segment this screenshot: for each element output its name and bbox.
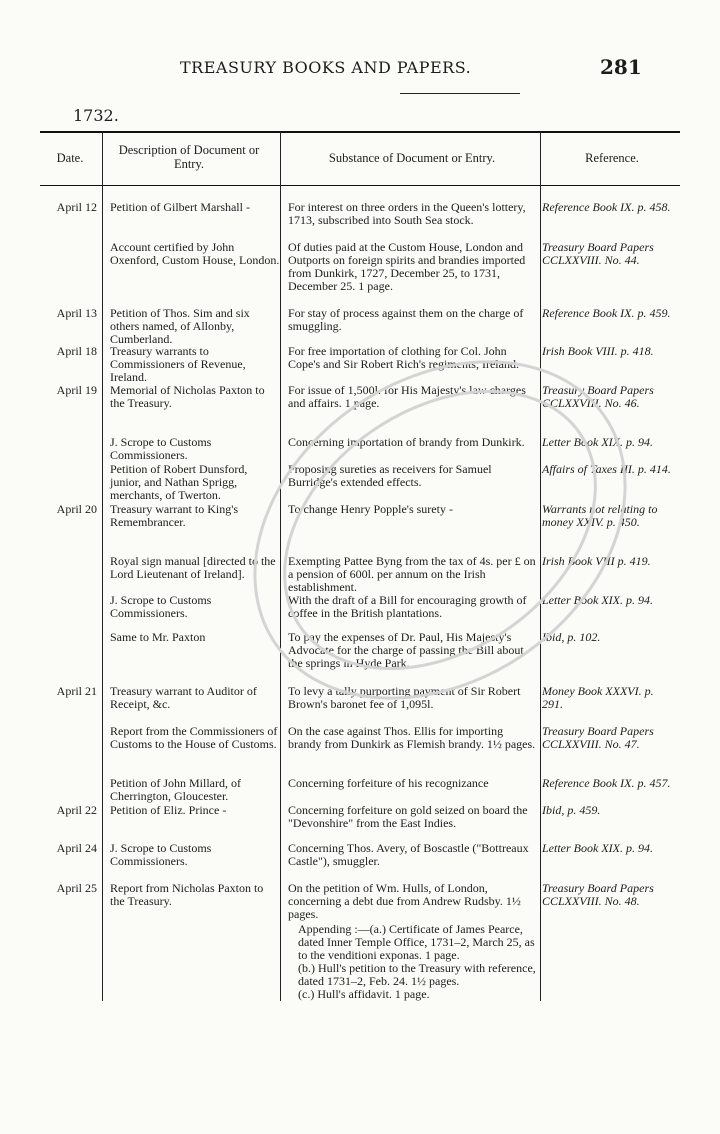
column-header-description: Description of Document or Entry. <box>118 143 260 171</box>
year-heading: 1732. <box>73 106 119 125</box>
appending-line-a: Appending :—(a.) Certificate of James Pearce, dated Inner Temple Office, 1731–2, March 25, as to the venditioni exponas. 1 page. <box>298 922 535 962</box>
entry-substance: Exempting Pattee Byng from the tax of 4s. per £ on a pension of 600l. per annum on the Irish establishment. <box>288 554 536 594</box>
ledger-table <box>40 131 680 1031</box>
entry-reference: Treasury Board Papers CCLXXVIII. No. 46. <box>542 383 654 410</box>
entry-substance: Concerning Thos. Avery, of Boscastle ("Bottreaux Castle"), smuggler. <box>288 841 529 868</box>
entry-substance: To levy a tally purporting payment of Sir Robert Brown's baronet fee of 1,095l. <box>288 684 521 711</box>
running-title: TREASURY BOOKS AND PAPERS. <box>180 58 472 77</box>
entry-date: April 13 <box>56 306 97 320</box>
entry-date: April 20 <box>56 502 97 516</box>
entry-substance: For stay of process against them on the charge of smuggling. <box>288 306 524 333</box>
entry-description: Royal sign manual [directed to the Lord Lieutenant of Ireland]. <box>110 554 276 581</box>
appending-notes <box>298 923 542 1001</box>
column-header-reference: Reference. <box>585 151 639 165</box>
entry-description: Treasury warrants to Commissioners of Revenue, Ireland. <box>110 344 246 384</box>
entry-reference: Reference Book IX. p. 457. <box>542 776 671 790</box>
entry-description: Petition of Robert Dunsford, junior, and Nathan Sprigg, merchants, of Twerton. <box>110 462 248 502</box>
entry-reference: Letter Book XIX. p. 94. <box>542 593 653 607</box>
entry-date: April 24 <box>56 841 97 855</box>
entry-description: Account certified by John Oxenford, Custom House, London. <box>110 240 280 267</box>
entry-substance: To pay the expenses of Dr. Paul, His Majesty's Advocate for the charge of passing the Bill about the springs in Hyde Park. <box>288 630 524 670</box>
entry-substance: Proposing sureties as receivers for Samuel Burridge's extended effects. <box>288 462 492 489</box>
appending-line-c: (c.) Hull's affidavit. 1 page. <box>298 987 430 1001</box>
appending-line-b: (b.) Hull's petition to the Treasury with reference, dated 1731–2, Feb. 24. 1½ pages. <box>298 961 536 988</box>
column-divider <box>102 131 103 1001</box>
entry-reference: Treasury Board Papers CCLXXVIII. No. 47. <box>542 724 654 751</box>
entry-reference: Reference Book IX. p. 458. <box>542 200 671 214</box>
entry-date: April 25 <box>56 881 97 895</box>
entry-reference: Treasury Board Papers CCLXXVIII. No. 44. <box>542 240 654 267</box>
entry-date: April 18 <box>56 344 97 358</box>
entry-reference: Irish Book VIII. p. 418. <box>542 344 654 358</box>
entry-substance: For interest on three orders in the Queen's lottery, 1713, subscribed into South Sea stock. <box>288 200 526 227</box>
entry-substance: On the case against Thos. Ellis for importing brandy from Dunkirk as Flemish brandy. 1½ pages. <box>288 724 536 751</box>
column-divider <box>540 131 541 1001</box>
head-rule <box>400 93 520 94</box>
table-top-rule <box>40 131 680 133</box>
entry-description: Petition of Eliz. Prince - <box>110 803 227 817</box>
entry-description: Memorial of Nicholas Paxton to the Treasury. <box>110 383 265 410</box>
entry-reference: Treasury Board Papers CCLXXVIII. No. 48. <box>542 881 654 908</box>
entry-reference: Affairs of Taxes III. p. 414. <box>542 462 671 476</box>
entry-substance: For issue of 1,500l. for His Majesty's law charges and affairs. 1 page. <box>288 383 526 410</box>
entry-reference: Warrants not relating to money XXIV. p. 450. <box>542 502 658 529</box>
entry-date: April 21 <box>56 684 97 698</box>
entry-date: April 22 <box>56 803 97 817</box>
column-divider <box>280 131 281 1001</box>
entry-description: J. Scrope to Customs Commissioners. <box>110 593 212 620</box>
entry-date: April 19 <box>56 383 97 397</box>
entry-reference: Reference Book IX. p. 459. <box>542 306 671 320</box>
entry-substance: Concerning forfeiture on gold seized on board the "Devonshire" from the East Indies. <box>288 803 528 830</box>
entry-description: Petition of John Millard, of Cherrington, Gloucester. <box>110 776 241 803</box>
entry-description: Report from Nicholas Paxton to the Treasury. <box>110 881 264 908</box>
entry-reference: Ibid, p. 459. <box>542 803 601 817</box>
entry-description: Petition of Thos. Sim and six others named, of Allonby, Cumberland. <box>110 306 250 346</box>
entry-reference: Ibid, p. 102. <box>542 630 601 644</box>
entry-substance: For free importation of clothing for Col. John Cope's and Sir Robert Rich's regiments, Ireland. <box>288 344 519 371</box>
entry-description: J. Scrope to Customs Commissioners. <box>110 435 212 462</box>
entry-substance: On the petition of Wm. Hulls, of London, concerning a debt due from Andrew Rudsby. 1½ pages. <box>288 881 521 921</box>
entry-description: Same to Mr. Paxton <box>110 630 206 644</box>
entry-reference: Money Book XXXVI. p. 291. <box>542 684 654 711</box>
entry-substance: With the draft of a Bill for encouraging growth of coffee in the British plantations. <box>288 593 527 620</box>
entry-reference: Letter Book XIX. p. 94. <box>542 841 653 855</box>
entry-description: Report from the Commissioners of Customs to the House of Customs. <box>110 724 278 751</box>
column-header-substance: Substance of Document or Entry. <box>328 151 496 165</box>
entry-substance: To change Henry Popple's surety - <box>288 502 453 516</box>
page-number: 281 <box>600 55 642 79</box>
entry-description: Petition of Gilbert Marshall - <box>110 200 250 214</box>
column-header-date: Date. <box>56 151 84 165</box>
entry-date: April 12 <box>56 200 97 214</box>
entry-reference: Letter Book XIX. p. 94. <box>542 435 653 449</box>
running-head <box>0 55 720 80</box>
entry-reference: Irish Book VIII p. 419. <box>542 554 651 568</box>
entry-substance: Of duties paid at the Custom House, London and Outports on foreign spirits and brandies imported from Dunkirk, 1727, December 25, to 1731, December 25. 1 page. <box>288 240 526 293</box>
entry-description: Treasury warrant to Auditor of Receipt, &c. <box>110 684 257 711</box>
entry-substance: Concerning importation of brandy from Dunkirk. <box>288 435 525 449</box>
table-header-rule <box>40 185 680 186</box>
entry-description: J. Scrope to Customs Commissioners. <box>110 841 212 868</box>
entry-substance: Concerning forfeiture of his recognizance <box>288 776 489 790</box>
entry-description: Treasury warrant to King's Remembrancer. <box>110 502 239 529</box>
